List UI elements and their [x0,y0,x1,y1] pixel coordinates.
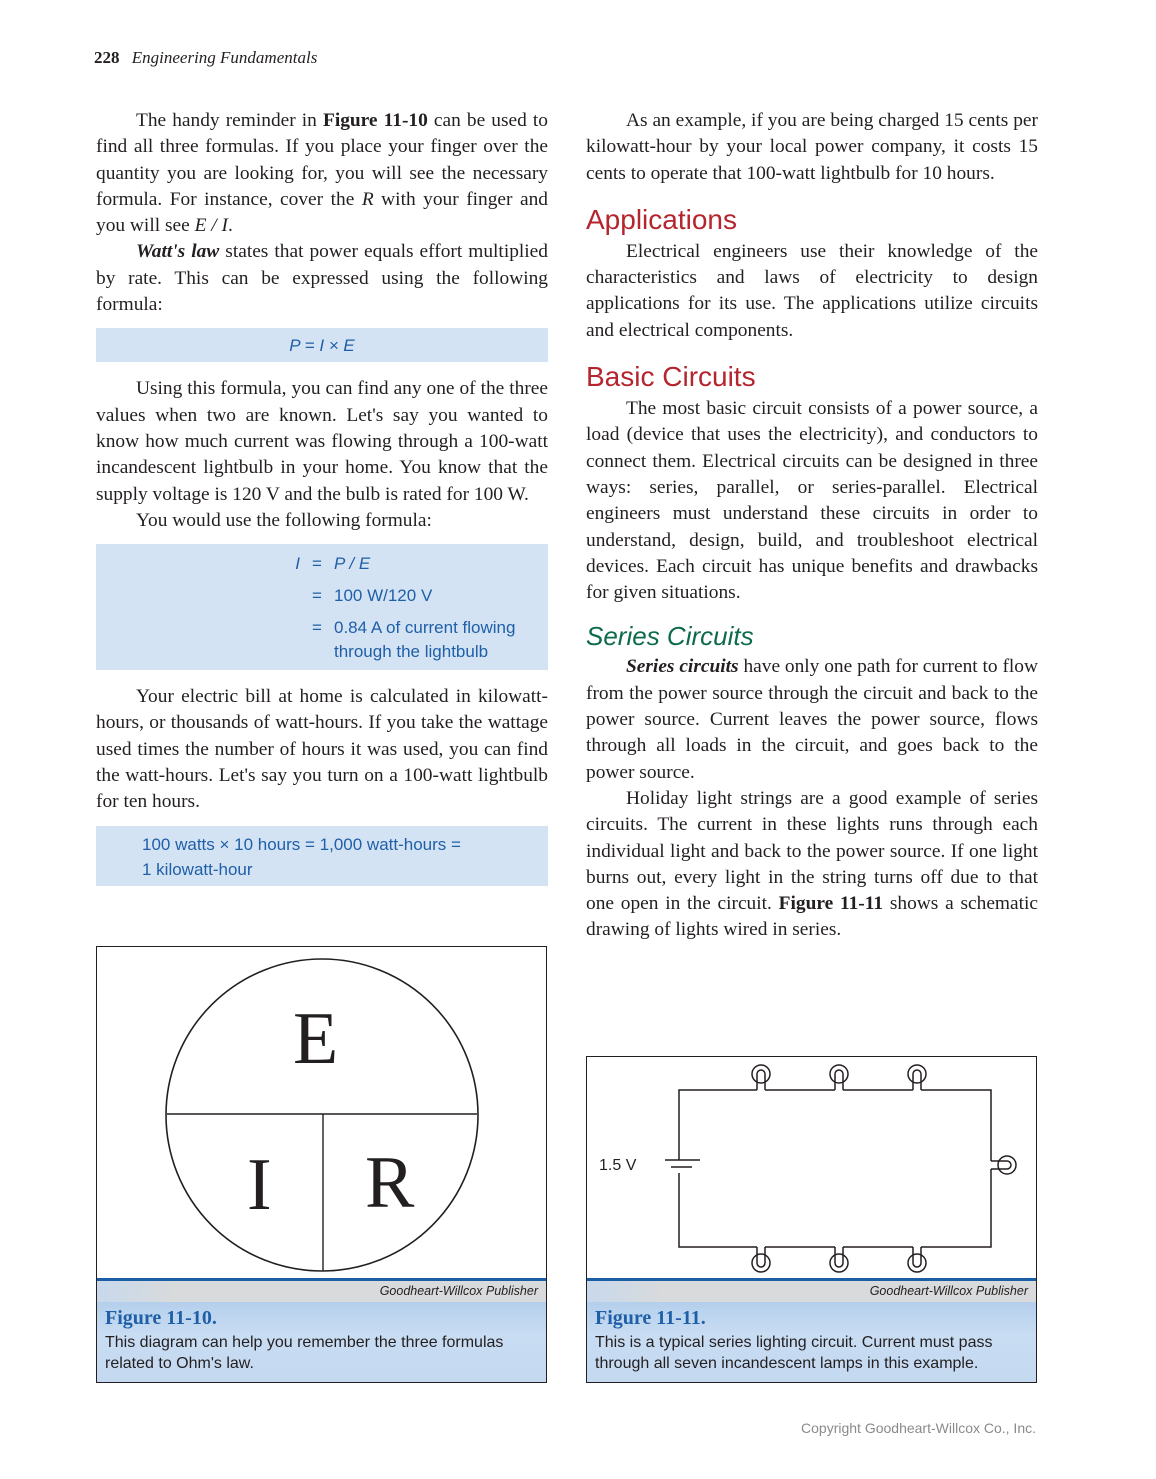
paragraph-series-definition [586,654,1038,785]
book-title: Engineering Fundamentals [131,48,318,67]
formula-lhs: I [295,554,300,574]
figure-title: Figure 11-11. [595,1307,706,1329]
series-circuit-schematic-icon [587,1057,1036,1278]
figure-link: Figure 11-11 [778,893,884,915]
paragraph-basic-circuits: The most basic circuit consists of a power source, a load (device that uses the electricity), and conductors to connect them. Electrical circuits can be designed in three ways: series, parallel, or series-parallel. Electrical engineers must understand these circuits in order to understand, design, build, and troubleshoot electrical devices. Each circuit has unique benefits and drawbacks for given situations. [586,398,1038,604]
figure-title: Figure 11-10. [105,1307,217,1329]
paragraph-watts-law [96,239,548,318]
text: Holiday light strings are a good example of series circuits. The current in these lights runs through each individual light and back to the power source. If one light burns out, every light in the string turns off due to that one open in the circuit. [586,787,1038,915]
ohms-law-circle-icon [97,947,546,1278]
formula-box-kilowatt-hour [96,826,548,886]
equals: = [312,586,322,606]
formula-row [96,580,548,612]
spacer [96,580,300,612]
letter-r: R [365,1142,415,1224]
paragraph-figure-reference [96,108,548,239]
key-term: Watt's law [136,241,220,263]
figure-11-11 [586,1056,1037,1383]
formula-row [96,612,548,666]
key-term: Series circuits [626,656,739,678]
figure-credit: Goodheart-Willcox Publisher [587,1281,1036,1302]
series-circuit-diagram [587,1057,1036,1281]
page-number: 228 [94,48,120,67]
right-column [586,108,1038,944]
heading-basic-circuits: Basic Circuits [586,361,756,393]
letter-i: I [247,1144,272,1226]
formula-rhs: P / E [334,554,371,574]
equals: = [312,554,322,574]
equals: = [312,618,322,638]
figure-caption [97,1302,546,1382]
figure-caption [587,1302,1036,1382]
paragraph-applications: Electrical engineers use their knowledge of the characteristics and laws of electricity to design applications for its use. The applications utilize circuits and electrical components. [586,240,1038,341]
spacer [96,612,300,666]
text: with your finger and you will see [96,188,548,237]
text: The handy reminder in [136,110,323,131]
letter-e: E [293,998,339,1080]
text: . [227,215,233,237]
paragraph-formula-intro: You would use the following formula: [136,509,432,531]
figure-caption-text: This is a typical series lighting circuit. Current must pass through all seven incandescent lamps in this example. [595,1334,993,1372]
text: can be used to find all three formulas. If you place your finger over the quantity you are looking for, you will see the necessary formula. For instance, cover the [96,110,549,210]
text: have only one path for current to flow from the power source through the circuit and back to the power source. Current leaves the power source, flows through all loads in the circuit, and goes back to the power source. [586,656,1039,783]
paragraph-holiday-lights [586,786,1038,944]
formula-rhs: 100 W/120 V [334,586,433,606]
left-column [96,108,548,900]
figure-link: Figure 11-10 [322,110,428,131]
variable: R [361,188,374,210]
formula-box-power: P = I × E [96,328,548,362]
formula-line: 100 watts × 10 hours = 1,000 watt-hours = [142,834,461,854]
paragraph-example: Using this formula, you can find any one of the three values when two are known. Let's say you wanted to know how much current was flowing through a 100-watt incandescent lightbulb in your home. You know that the supply voltage is 120 V and the bulb is rated for 100 W. [96,378,548,505]
copyright-footer: Copyright Goodheart-Willcox Co., Inc. [801,1420,1036,1436]
figure-credit: Goodheart-Willcox Publisher [97,1281,546,1302]
heading-series-circuits: Series Circuits [586,621,754,652]
paragraph-cost-example: As an example, if you are being charged 15 cents per kilowatt-hour by your local power company, it costs 15 cents to operate that 100-watt lightbulb for 10 hours. [586,110,1038,184]
formula-line: 1 kilowatt-hour [142,859,253,879]
text: states that power equals effort multiplied by rate. This can be expressed using the following formula: [96,241,548,316]
paragraph-electric-bill: Your electric bill at home is calculated in kilowatt-hours, or thousands of watt-hours. If you take the wattage used times the number of hours it was used, you can find the watt-hours. Let's say you turn on a 100-watt lightbulb for ten hours. [96,686,548,813]
figure-11-10 [96,946,547,1383]
running-header [94,48,317,68]
figure-caption-text: This diagram can help you remember the three formulas related to Ohm's law. [105,1334,504,1372]
heading-applications: Applications [586,203,737,235]
formula-row [96,548,548,580]
formula-inline: E / I [194,215,228,237]
formula-box-current [96,544,548,670]
voltage-label: 1.5 V [599,1157,637,1174]
formula-rhs: 0.84 A of current flowing through the lightbulb [334,618,516,662]
ohms-law-diagram [97,947,546,1281]
text: shows a schematic drawing of lights wired in series. [586,893,1038,941]
